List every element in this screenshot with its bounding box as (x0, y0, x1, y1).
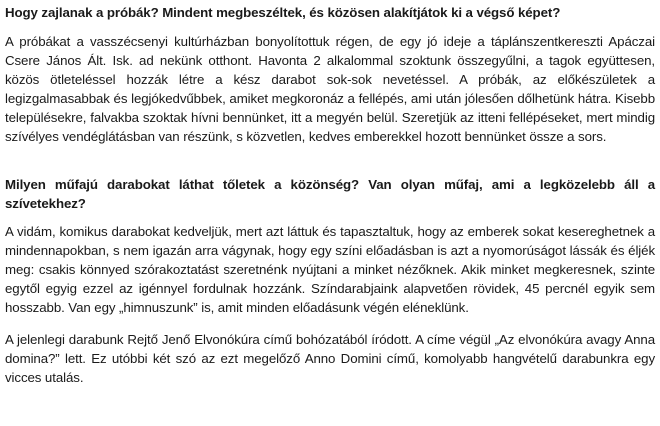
interview-question-2: Milyen műfajú darabokat láthat tőletek a közönség? Van olyan műfaj, ami a legközelebb áll a szívetekhez? (5, 177, 655, 211)
interview-answer-1: A próbákat a vasszécsenyi kultúrházban bonyolítottuk régen, de egy jó ideje a táplánszentkereszti Apáczai Csere János Ált. Isk. ad nekünk otthont. Havonta 2 alkalommal szoktunk összegyűlni, a tagok együttesen, közös ötleteléssel hozzák létre a kész darabot sok-sok nevetéssel. A próbák, az előkészületek a legizgalmasabbak és legjókedvűbbek, amiket megkoronáz a fellépés, ami után jólesően dőlhetünk hátra. Kisebb településekre, falvakba szoktak hívni bennünket, itt a megyén belül. Szeretjük az itteni fellépéseket, mert mindig szívélyes vendéglátásban van részünk, s közvetlen, kedves emberekkel hozott bennünket össze a sors. (5, 34, 655, 144)
interview-answer-3: A jelenlegi darabunk Rejtő Jenő Elvonókúra című bohózatából íródott. A címe végül „Az elvonókúra avagy Anna domina?” lett. Ez utóbbi két szó az ezt megelőző Anno Domini című, komolyabb hangvételű darabunkra egy vicces utalás. (5, 332, 655, 385)
interview-question-1: Hogy zajlanak a próbák? Mindent megbeszéltek, és közösen alakítjátok ki a végső képet? (5, 5, 561, 20)
interview-answer-2: A vidám, komikus darabokat kedveljük, mert azt láttuk és tapasztaltuk, hogy az emberek sokat kesereghetnek a mindennapokban, s nem igazán arra vágynak, hogy egy színi előadásban is azt a nyomorúságot lássák és éljék meg: csakis könnyed szórakoztatást szeretnénk nyújtani a minket nézőknek. Akik minket megkeresnek, szinte egytől egyig ezzel az igénnyel fordulnak hozzánk. Színdarabjaink alapvetően rövidek, 45 percnél egyik sem hosszabb. Van egy „himnuszunk” is, amit minden előadásunk végén eléneklünk. (5, 224, 655, 315)
